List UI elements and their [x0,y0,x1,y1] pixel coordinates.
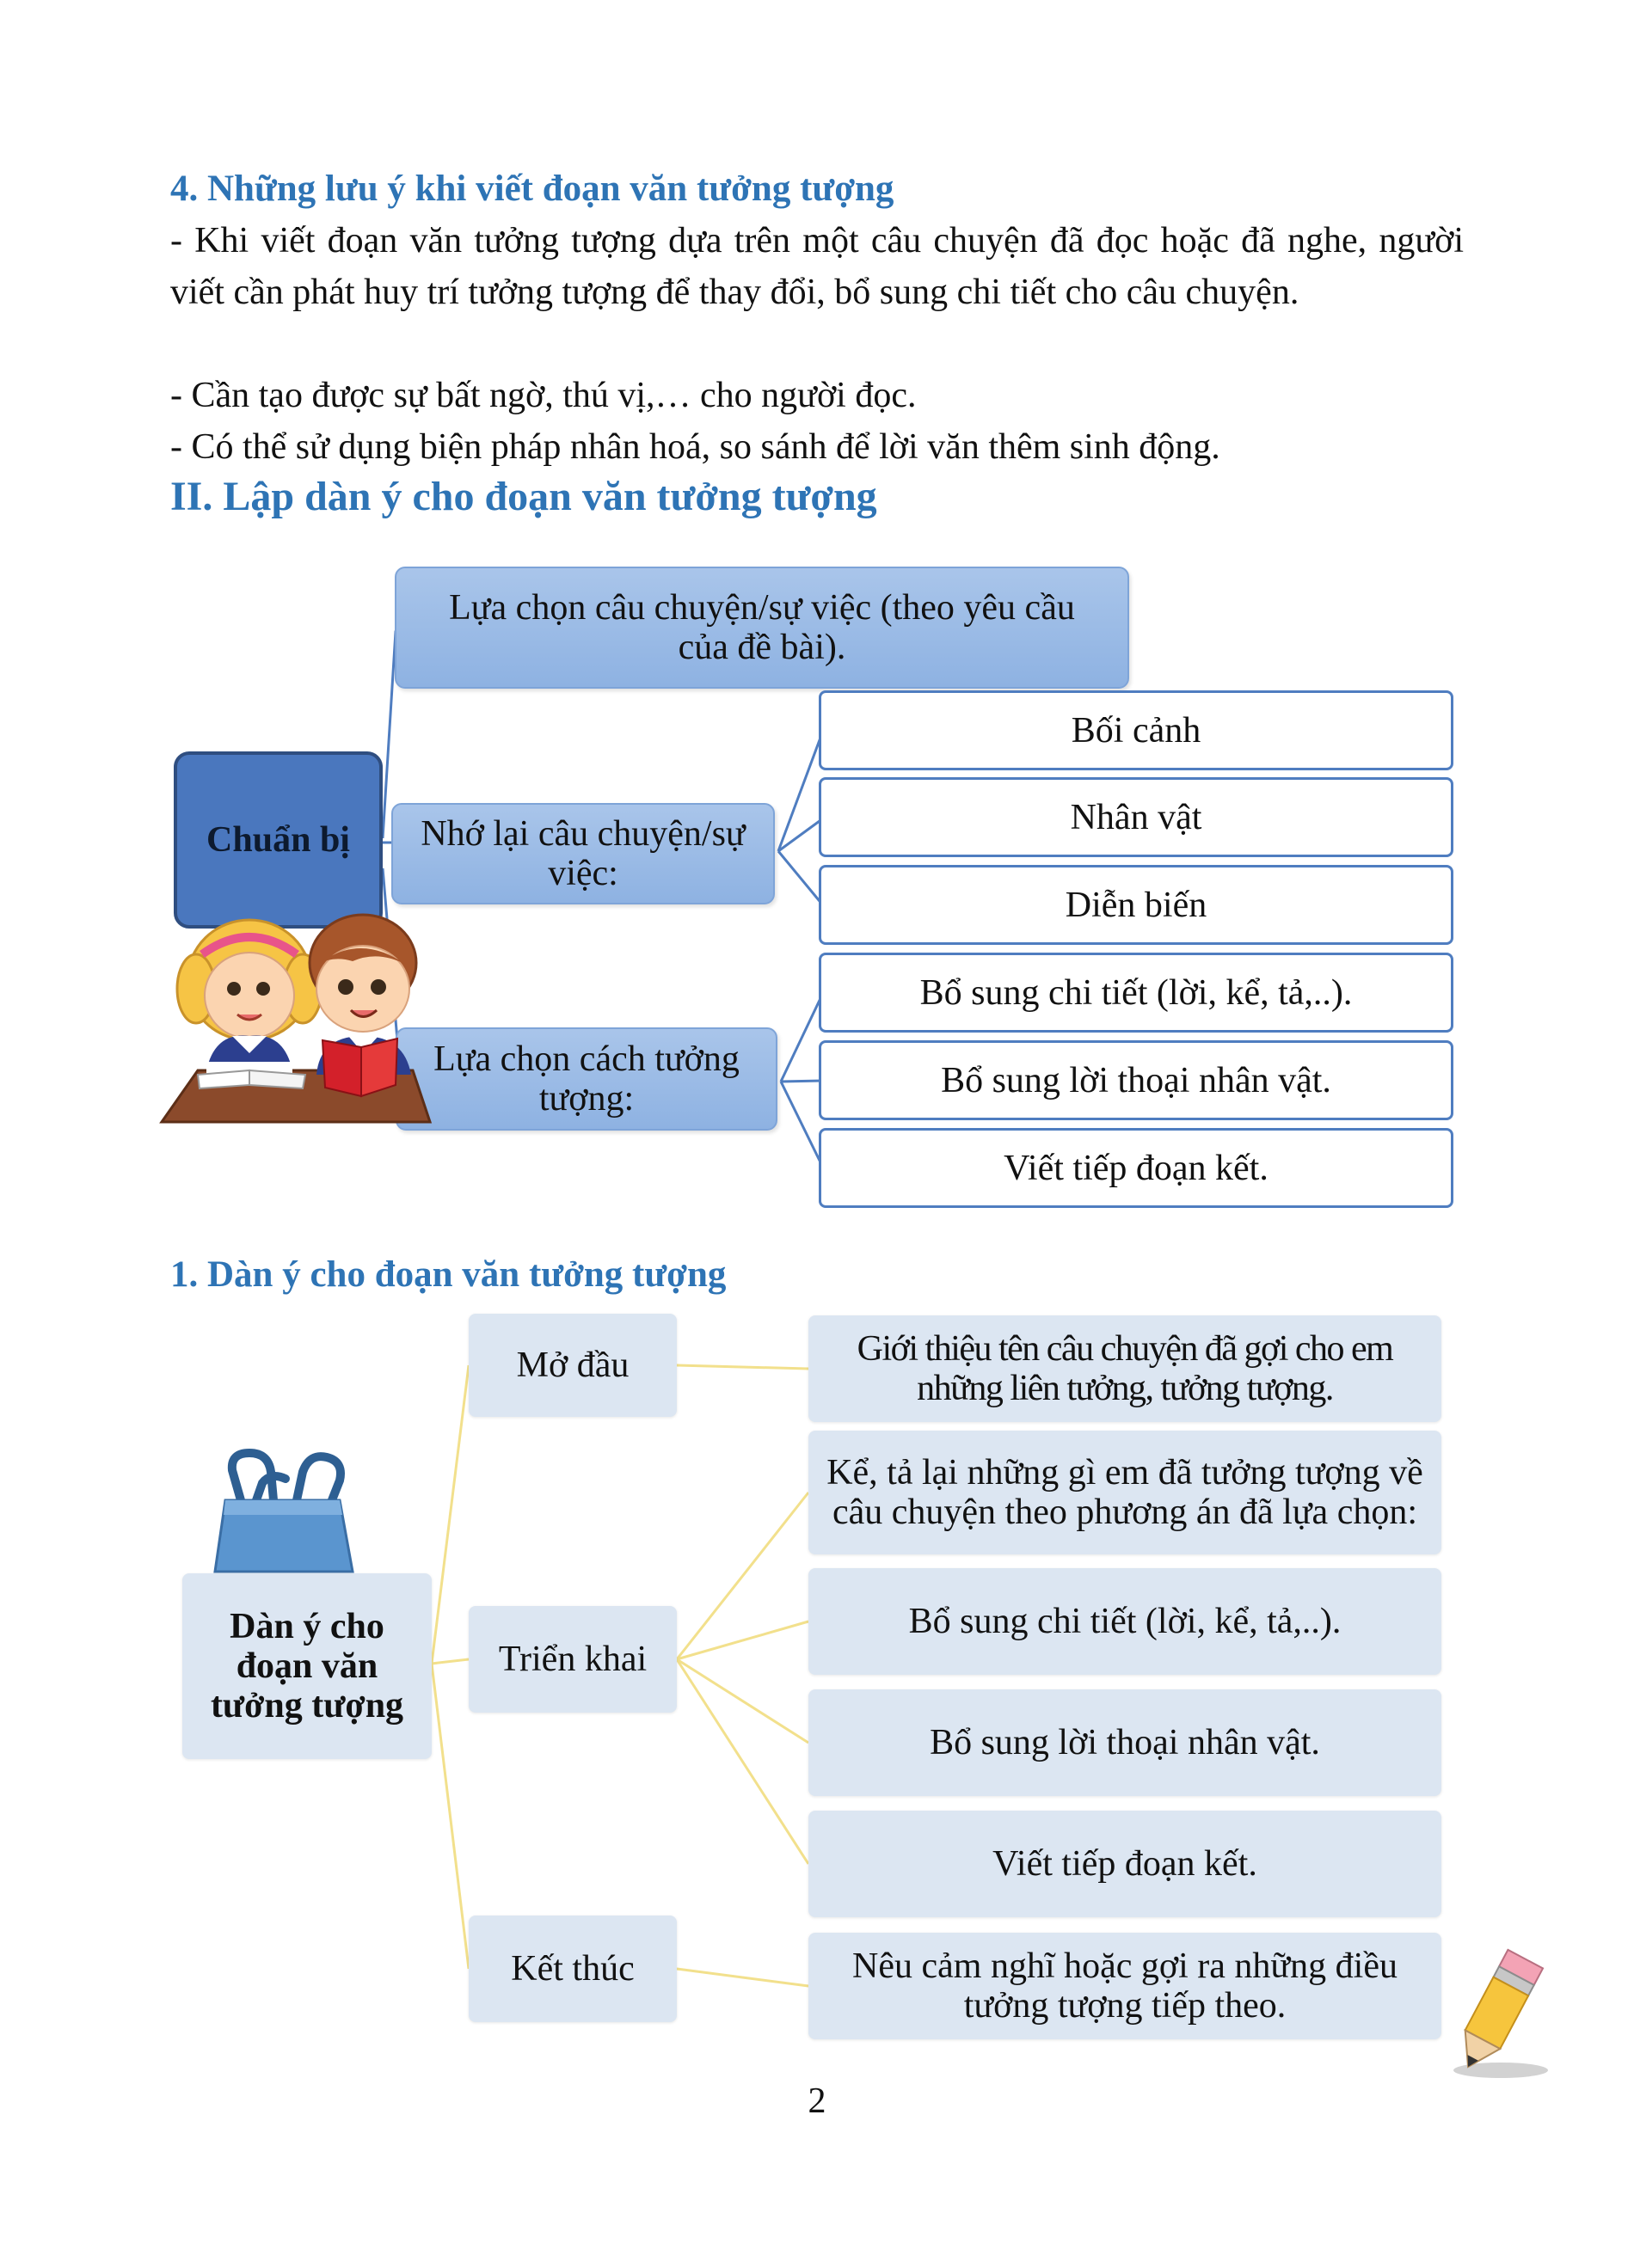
paragraph-3: - Có thể sử dụng biện pháp nhân hoá, so sánh để lời văn thêm sinh động. [170,427,1220,467]
branch-recall-story: Nhớ lại câu chuyện/sự việc: [391,803,775,904]
branch-ket-thuc: Kết thúc [469,1916,677,2022]
leaf-gioi-thieu: Giới thiệu tên câu chuyện đã gợi cho em những liên tưởng, tưởng tượng. [808,1315,1441,1422]
leaf-bo-sung-chi-tiet: Bổ sung chi tiết (lời, kể, tả,..). [819,953,1453,1033]
paragraph-1: - Khi viết đoạn văn tưởng tượng dựa trên một câu chuyện đã đọc hoặc đã nghe, người viết cần phát huy trí tưởng tượng để thay đổi, bổ sung chi tiết cho câu chuyện. [170,221,1464,312]
branch-imagination-method: Lựa chọn cách tưởng tượng: [396,1027,777,1131]
leaf-boi-canh: Bối cảnh [819,690,1453,770]
branch-select-story: Lựa chọn câu chuyện/sự việc (theo yêu cầu của đề bài). [395,567,1129,689]
leaf-nhan-vat: Nhân vật [819,777,1453,857]
leaf-viet-tiep-2: Viết tiếp đoạn kết. [808,1811,1441,1917]
leaf-viet-tiep: Viết tiếp đoạn kết. [819,1128,1453,1208]
leaf-bo-sung-loi-thoai: Bổ sung lời thoại nhân vật. [819,1040,1453,1120]
leaf-bo-sung-loi-thoai-2: Bổ sung lời thoại nhân vật. [808,1689,1441,1796]
paragraph-2: - Cần tạo được sự bất ngờ, thú vị,… cho người đọc. [170,376,917,415]
section-1-heading: 1. Dàn ý cho đoạn văn tưởng tượng [170,1254,727,1295]
page-number: 2 [808,2081,826,2121]
leaf-ke-ta: Kể, tả lại những gì em đã tưởng tượng về câu chuyện theo phương án đã lựa chọn: [808,1431,1441,1554]
leaf-bo-sung-chi-tiet-2: Bổ sung chi tiết (lời, kể, tả,..). [808,1568,1441,1675]
leaf-neu-cam-nghi: Nêu cảm nghĩ hoặc gợi ra những điều tưởng tượng tiếp theo. [808,1933,1441,2039]
branch-trien-khai: Triển khai [469,1606,677,1713]
section-4-heading: 4. Những lưu ý khi viết đoạn văn tưởng tượng [170,169,894,209]
leaf-dien-bien: Diễn biến [819,865,1453,945]
root-dan-y: Dàn ý cho đoạn văn tưởng tượng [182,1573,432,1759]
branch-mo-dau: Mở đầu [469,1314,677,1417]
root-chuan-bi: Chuẩn bị [174,751,383,929]
section-ii-heading: II. Lập dàn ý cho đoạn văn tưởng tượng [170,474,877,519]
